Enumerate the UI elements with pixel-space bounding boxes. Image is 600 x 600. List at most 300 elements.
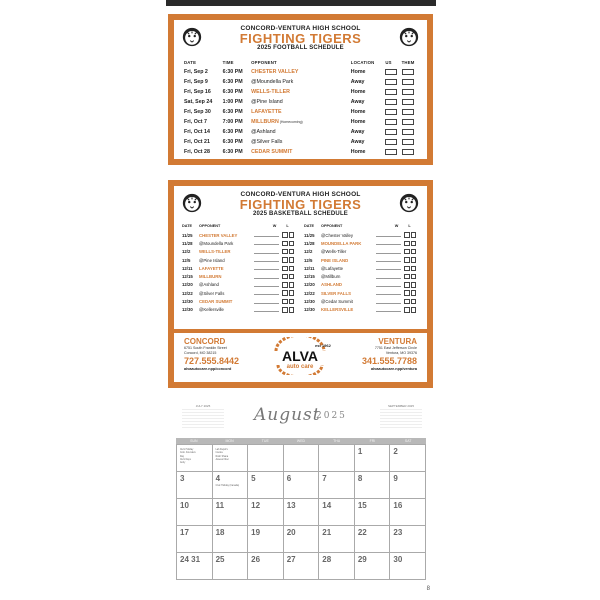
win-checkbox[interactable] [282,290,288,296]
game-date: 12/5 [304,257,313,263]
us-score-box-cell [385,87,401,97]
day-number: 22 [357,528,367,537]
column-header: OPPONENT [251,60,277,65]
win-checkbox[interactable] [282,232,288,238]
leader-line [376,300,401,304]
game-date: 11/28 [304,240,315,246]
day-number: 15 [357,501,367,510]
win-checkbox[interactable] [404,249,410,255]
win-checkbox[interactable] [282,282,288,288]
opponent-name: WELLS-TILLER [199,249,231,255]
column-header: LOCATION [350,60,375,65]
day-note: Civic Holiday Colo. Founders Day Civic Days Andy [180,449,196,465]
col-w: W [394,224,399,228]
table-row [182,306,294,314]
basketball-left-column [182,224,294,314]
game-opponent [251,87,351,97]
loss-checkbox[interactable] [411,266,417,272]
opponent-name: PINE ISLAND [321,257,349,263]
loss-checkbox[interactable] [411,241,417,247]
win-checkbox[interactable] [282,257,288,263]
leader-line [254,233,279,237]
game-date: Fri, Sep 30 [184,109,211,115]
table-row [182,248,294,256]
loss-checkbox[interactable] [411,257,417,263]
mini-calendar-next [380,404,422,430]
loss-checkbox[interactable] [411,290,417,296]
them-score-box[interactable] [402,149,414,156]
win-checkbox[interactable] [282,241,288,247]
loss-checkbox[interactable] [289,257,295,263]
location-phone: 727.555.8442 [184,356,240,366]
win-checkbox[interactable] [404,307,410,313]
location-concord [184,337,264,371]
table-row [182,289,294,297]
game-time: 6:30 PM [222,139,243,145]
leader-line [376,258,401,262]
win-checkbox[interactable] [404,241,410,247]
us-score-box-cell [385,137,401,147]
win-checkbox[interactable] [282,249,288,255]
calendar-day-cell[interactable] [284,472,320,499]
loss-checkbox[interactable] [411,299,417,305]
day-number: 30 [393,555,403,564]
win-checkbox[interactable] [282,299,288,305]
win-checkbox[interactable] [404,290,410,296]
calendar-day-cell[interactable] [390,472,426,499]
calendar-day-cell[interactable] [390,499,426,526]
opponent-name: @Millburn [321,274,341,280]
day-number: 9 [393,474,398,483]
col-l: L [408,224,411,228]
calendar-day-cell[interactable] [248,553,284,580]
football-schedule-card [174,20,427,159]
sponsor-ad [174,333,427,382]
weekday-label: SUN [190,439,198,443]
calendar-day-cell[interactable] [177,472,213,499]
table-row [184,107,424,117]
col-w: W [272,224,277,228]
win-checkbox[interactable] [404,274,410,280]
day-number: 3 [180,474,185,483]
leader-line [254,241,279,245]
them-score-box[interactable] [402,89,414,96]
weekday-label: WED [296,439,306,443]
day-number: 17 [180,528,189,537]
loss-checkbox[interactable] [289,274,295,280]
table-row [304,239,416,247]
table-row [304,306,416,314]
table-row [184,67,424,77]
loss-checkbox[interactable] [289,299,295,305]
leader-line [376,308,401,312]
table-row [304,264,416,272]
us-score-box-cell [385,127,401,137]
them-score-box-cell [402,107,424,117]
basketball-schedule-panel [168,180,433,388]
game-date: 12/2 [304,249,313,255]
calendar-day-cell[interactable] [284,553,320,580]
loss-checkbox[interactable] [289,249,295,255]
leader-line [376,250,401,254]
day-number: 8 [357,474,363,483]
day-number: 27 [286,555,296,564]
weekday-label: THU [333,439,341,443]
them-score-box-cell [402,127,424,137]
us-score-box[interactable] [385,109,397,116]
loss-checkbox[interactable] [411,307,417,313]
basketball-left-rows [182,231,294,314]
calendar-day-cell[interactable] [355,553,391,580]
table-header-row [182,224,294,231]
us-score-box-cell [385,97,401,107]
game-date: 12/15 [304,274,315,280]
game-opponent [251,97,351,107]
game-time: 6:30 PM [222,89,243,95]
opponent-name: @Ashland [199,282,219,288]
win-checkbox[interactable] [404,232,410,238]
schedule-title: 2025 BASKETBALL SCHEDULE [252,211,349,217]
table-row [182,264,294,272]
schedule-title: 2025 FOOTBALL SCHEDULE [257,45,344,51]
calendar-day-cell[interactable] [390,553,426,580]
us-score-box-cell [385,147,401,157]
them-score-box[interactable] [402,99,414,106]
location-url: alvaautocare.npp/ventura [370,367,417,371]
game-location: Home [350,89,366,95]
loss-checkbox[interactable] [289,232,295,238]
game-date: 12/20 [304,282,315,288]
table-row [184,147,424,157]
location-address-line2: Concord, MO 38215 [184,350,217,355]
location-name: VENTURA [378,337,417,346]
game-date: 12/11 [182,265,193,271]
leader-line [254,275,279,279]
game-date: 12/5 [182,257,191,263]
them-score-box[interactable] [402,139,414,146]
calendar-day-cell[interactable] [213,553,249,580]
calendar-day-cell[interactable] [355,445,391,472]
us-score-box[interactable] [385,119,397,126]
day-number: 19 [251,528,261,537]
leader-line [254,258,279,262]
win-checkbox[interactable] [282,307,288,313]
calendar-day-cell[interactable] [284,499,320,526]
school-name: CONCORD-VENTURA HIGH SCHOOL [240,191,361,198]
calendar-day-cell[interactable] [319,472,355,499]
calendar-day-cell[interactable] [177,526,213,553]
location-name: CONCORD [184,337,226,346]
win-checkbox[interactable] [282,266,288,272]
win-checkbox[interactable] [404,299,410,305]
svg-text:auto care: auto care [286,364,314,370]
win-checkbox[interactable] [404,257,410,263]
table-row [304,289,416,297]
mini-calendar-grid [380,409,422,429]
team-name: FIGHTING TIGERS [239,197,362,212]
game-date: 12/30 [304,299,315,305]
football-schedule-body [184,67,424,157]
table-row [184,77,424,87]
opponent-name: MILLBURN [251,119,279,125]
game-time: 6:30 PM [222,149,243,155]
leader-line [254,283,279,287]
calendar-day-cell[interactable] [319,445,355,472]
game-opponent [251,147,351,157]
column-header: TIME [222,60,234,65]
us-score-box[interactable] [385,69,397,76]
day-number: 7 [322,474,327,483]
opponent-name: @Kellersville [199,307,224,313]
leader-line [376,291,401,295]
game-opponent [251,107,351,117]
year-title: 2025 [316,411,347,421]
table-row [182,272,294,280]
day-number: 16 [393,501,403,510]
tiger-mascot-icon [181,26,203,48]
calendar-day-cell[interactable] [177,445,213,472]
calendar-day-cell[interactable] [248,472,284,499]
leader-line [376,283,401,287]
calendar-day-cell[interactable] [248,445,284,472]
loss-checkbox[interactable] [411,274,417,280]
opponent-name: @Moundella Park [199,240,234,246]
weekday-label: MON [225,439,234,443]
them-score-box-cell [402,137,424,147]
tiger-mascot-icon [398,192,420,214]
calendar-day-cell[interactable] [355,499,391,526]
table-row [304,256,416,264]
day-number: 12 [251,501,261,510]
table-row [184,137,424,147]
calendar-day-cell[interactable] [319,526,355,553]
them-score-box-cell [402,67,424,77]
game-date: Fri, Oct 7 [184,119,207,125]
us-score-box-cell [385,67,401,77]
table-row [184,87,424,97]
them-score-box[interactable] [402,79,414,86]
game-time: 6:30 PM [222,79,243,85]
opponent-name: CHESTER VALLEY [199,232,238,238]
opponent-name: @Moundella Park [251,79,294,85]
weekday-label: TUE [261,439,269,443]
day-number: 4 [215,474,221,483]
svg-text:est 1962: est 1962 [315,343,331,348]
basketball-right-rows [304,231,416,314]
them-score-box[interactable] [402,69,414,76]
loss-checkbox[interactable] [289,307,295,313]
game-location: Away [350,139,365,145]
loss-checkbox[interactable] [411,249,417,255]
them-score-box[interactable] [402,129,414,136]
column-header: US [385,60,392,65]
calendar-header [176,395,426,438]
leader-line [254,300,279,304]
calendar-day-cell[interactable] [319,499,355,526]
location-phone: 341.555.7788 [361,356,417,366]
calendar-day-cell[interactable] [248,499,284,526]
game-location: Away [350,129,365,135]
game-date: Fri, Sep 2 [184,69,208,75]
calendar-day-cell[interactable] [355,472,391,499]
opponent-name: MILLBURN [199,274,222,280]
us-score-box-cell [385,107,401,117]
us-score-box[interactable] [385,79,397,86]
leader-line [254,291,279,295]
them-score-box[interactable] [402,109,414,116]
game-time: 1:00 PM [222,99,243,105]
us-score-box[interactable] [385,139,397,146]
table-row [182,281,294,289]
day-number: 6 [286,474,292,483]
game-date: 12/15 [182,274,193,280]
opponent-name: ASHLAND [321,282,343,288]
day-number: 14 [322,501,332,510]
opponent-name: @Silver Falls [251,139,283,145]
location-address-line2: Ventura, MO 39376 [385,350,417,355]
leader-line [376,266,401,270]
loss-checkbox[interactable] [411,282,417,288]
calendar-day-cell[interactable] [390,526,426,553]
leader-line [254,266,279,270]
loss-checkbox[interactable] [289,241,295,247]
day-number: 21 [322,528,332,537]
calendar-day-cell[interactable] [177,553,213,580]
win-checkbox[interactable] [282,274,288,280]
day-number: 5 [251,474,256,483]
game-date: 12/30 [182,299,193,305]
location-ventura [337,337,417,371]
opponent-name: @Lafayette [321,265,344,271]
calendar-day-cell[interactable] [284,526,320,553]
game-time: 6:30 PM [222,109,243,115]
leader-line [376,275,401,279]
alva-logo-icon [262,337,338,375]
opponent-name: WELLS-TILLER [251,89,290,95]
weekday-label: FRI [369,439,376,443]
game-date: 11/25 [304,232,315,238]
us-score-box[interactable] [385,129,397,136]
game-date: 12/20 [182,282,193,288]
loss-checkbox[interactable] [411,232,417,238]
mini-calendar-title: SEPTEMBER 2025 [387,404,414,408]
day-number: 23 [393,528,403,537]
table-header-row [304,224,416,231]
svg-text:ALVA: ALVA [281,348,319,364]
them-score-box-cell [402,117,424,127]
game-time: 6:30 PM [222,69,243,75]
calendar-day-cell[interactable] [213,472,249,499]
table-row [304,231,416,239]
column-header: THEM [401,60,415,65]
us-score-box[interactable] [385,99,397,106]
game-date: 12/11 [304,265,315,271]
game-time: 7:00 PM [222,119,243,125]
calendar-day-cell[interactable] [319,553,355,580]
calendar-day-cell[interactable] [213,445,249,472]
game-opponent [251,67,351,77]
col-date: DATE [182,224,193,228]
month-title: August [254,405,321,425]
opponent-name: CEDAR SUMMIT [199,299,233,305]
opponent-name: KELLERSVILLE [321,307,354,313]
calendar-day-cell[interactable] [213,499,249,526]
us-score-box[interactable] [385,89,397,96]
table-header-row [184,60,424,67]
day-number: 1 [357,447,363,456]
calendar-day-cell[interactable] [177,499,213,526]
game-date: 12/22 [304,290,315,296]
game-date: 11/25 [182,232,193,238]
calendar-day-cell[interactable] [248,526,284,553]
table-row [182,297,294,305]
win-checkbox[interactable] [404,266,410,272]
game-location: Away [350,79,365,85]
calendar-day-cell[interactable] [390,445,426,472]
day-number: 29 [357,555,367,564]
game-date: Fri, Oct 14 [184,129,210,135]
football-schedule-table [184,60,424,157]
us-score-box[interactable] [385,149,397,156]
calendar-day-cell[interactable] [284,445,320,472]
day-number: 10 [180,501,189,510]
table-row [182,239,294,247]
loss-checkbox[interactable] [289,290,295,296]
opponent-name: SILVER FALLS [321,290,352,296]
opponent-name: LAFAYETTE [251,109,282,115]
location-url: alvaautocare.npp/concord [184,367,232,371]
game-date: Fri, Sep 16 [184,89,211,95]
game-date: 12/30 [182,307,193,313]
win-checkbox[interactable] [404,282,410,288]
them-score-box[interactable] [402,119,414,126]
table-row [184,117,424,127]
opponent-name: LAFAYETTE [199,265,224,271]
column-header: DATE [184,60,197,65]
loss-checkbox[interactable] [289,266,295,272]
loss-checkbox[interactable] [289,282,295,288]
game-opponent [251,127,351,137]
table-row [304,248,416,256]
calendar-day-cell[interactable] [355,526,391,553]
opponent-name: @Pine Island [199,257,225,263]
table-row [182,231,294,239]
opponent-name: @Chester Valley [321,232,353,238]
col-opponent: OPPONENT [199,224,221,228]
table-row [184,97,424,107]
day-number: 26 [251,555,261,564]
basketball-schedule-card [174,186,427,382]
location-address-line1: 6751 South Franklin Street [184,346,227,350]
opponent-name: @Pine Island [251,99,283,105]
football-schedule-panel [168,14,433,165]
weekday-label: SAT [404,439,412,443]
day-number: 20 [286,528,296,537]
calendar-grid [176,444,426,580]
leader-line [254,308,279,312]
them-score-box-cell [402,87,424,97]
game-location: Home [350,149,366,155]
game-location: Home [350,69,366,75]
calendar-day-cell[interactable] [213,526,249,553]
leader-line [376,241,401,245]
day-number: 25 [215,555,225,564]
game-location: Home [350,119,366,125]
game-time: 6:30 PM [222,129,243,135]
game-opponent [251,137,351,147]
football-header [174,20,427,50]
day-number: 24 31 [180,555,201,564]
